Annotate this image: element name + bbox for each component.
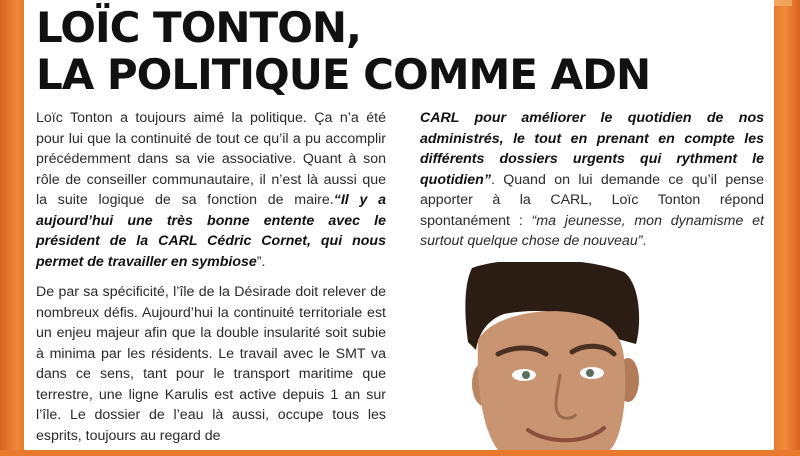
headline-line-1: LOÏC TONTON, bbox=[36, 3, 362, 52]
right-iris-shape bbox=[586, 369, 594, 377]
left-paragraph-1-quote: “Il y a aujourd’hui une très bonne entente avec le président de la CARL Cédric Cornet, qui nous permet de travailler en symbiose bbox=[36, 192, 386, 270]
article-headline bbox=[36, 4, 650, 98]
left-paragraph-2: De par sa spécificité, l’île de la Désirade doit relever de nombreux défis. Aujourd’hui la continuité territoriale est un enjeu majeur afin que la double insularité soit subie à minima par les résidents. Le travail avec le SMT va dans ce sens, tant pour le transport maritime que terrestre, une ligne Karulis est active depuis 1 an sur l’île. Le dossier de l’eau là aussi, occupe tous les esprits, toujours au regard de bbox=[36, 284, 386, 444]
headline-line-2: LA POLITIQUE COMME ADN bbox=[36, 50, 651, 99]
right-paragraph-1 bbox=[420, 108, 764, 252]
left-paragraph-1-intro: Loïc Tonton a toujours aimé la politique. Ça n’a été pour lui que la continuité de tout ce qu’il a pu accomplir précédemment dans sa vie associative. Quant à son rôle de conseiller communautaire, il n’est là aussi que la suite logique de sa fonction de maire. bbox=[36, 110, 386, 208]
right-paragraph-1-mid: . Quand on lui demande ce qu’il pense apporter à la CARL, Loïc Tonton répond spontanément : bbox=[420, 171, 764, 229]
orange-frame-right bbox=[774, 0, 800, 450]
left-paragraph-1 bbox=[36, 108, 386, 272]
right-paragraph-1-quote-2: “ma jeunesse, mon dynamisme et surtout quelque chose de nouveau” bbox=[420, 212, 764, 249]
article-column-right bbox=[420, 108, 764, 252]
article-page bbox=[24, 0, 774, 450]
left-paragraph-1-end: ”. bbox=[256, 253, 266, 270]
orange-frame-left bbox=[0, 0, 24, 450]
article-column-left bbox=[36, 108, 386, 456]
right-paragraph-1-quote: CARL pour améliorer le quotidien de nos administrés, le tout en prenant en compte les différents dossiers urgents qui rythment le quotidien” bbox=[420, 110, 764, 188]
portrait-photo bbox=[464, 262, 644, 450]
right-paragraph-1-end: . bbox=[642, 233, 647, 249]
left-iris-shape bbox=[522, 371, 530, 379]
